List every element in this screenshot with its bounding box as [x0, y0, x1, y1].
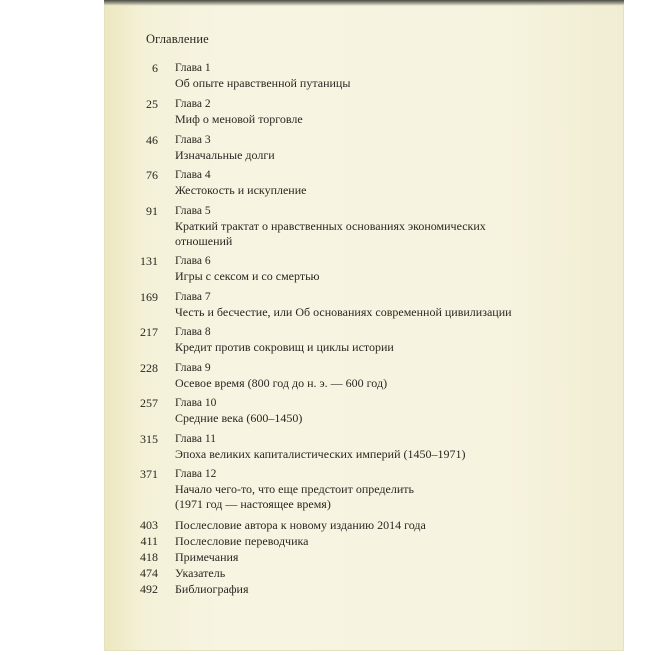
toc-page-number: 228 [140, 361, 158, 375]
toc-chapter-title-continued: отношений [175, 234, 233, 248]
toc-chapter-title: Миф о меновой торговле [175, 112, 303, 126]
toc-chapter-title: Эпоха великих капиталистических империй (1450–1971) [175, 447, 466, 461]
toc-chapter-label: Глава 9 [175, 362, 211, 374]
toc-chapter-label: Глава 8 [175, 326, 211, 338]
toc-section-title: Послесловие переводчика [175, 534, 309, 548]
toc-section-title: Послесловие автора к новому изданию 2014 года [175, 518, 426, 532]
toc-page-number: 371 [140, 467, 158, 481]
toc-chapter-label: Глава 5 [175, 205, 211, 217]
toc-page-number: 217 [140, 325, 158, 339]
toc-page-number: 91 [146, 204, 158, 218]
toc-page-number: 46 [146, 133, 158, 147]
toc-heading: Оглавление [146, 32, 209, 46]
toc-chapter-label: Глава 11 [175, 433, 216, 445]
toc-page-number: 418 [140, 550, 158, 564]
toc-chapter-title: Изначальные долги [175, 148, 275, 162]
toc-page-number: 76 [146, 168, 158, 182]
toc-chapter-title: Кредит против сокровищ и циклы истории [175, 340, 394, 354]
toc-section-title: Библиография [175, 582, 249, 596]
toc-chapter-title: Игры с сексом и со смертью [175, 269, 320, 283]
toc-section-title: Указатель [175, 566, 226, 580]
toc-chapter-title: Средние века (600–1450) [175, 411, 303, 425]
toc-chapter-label: Глава 1 [175, 62, 211, 74]
toc-chapter-title: Жестокость и искупление [175, 183, 307, 197]
toc-page-number: 492 [140, 582, 158, 596]
toc-chapter-label: Глава 2 [175, 98, 211, 110]
toc-chapter-label: Глава 12 [175, 468, 217, 480]
toc-page-number: 474 [140, 566, 158, 580]
toc-page-number: 315 [140, 432, 158, 446]
toc-chapter-title-continued: (1971 год — настоящее время) [175, 497, 331, 511]
toc-page-number: 131 [140, 254, 158, 268]
toc-page-number: 25 [146, 97, 158, 111]
toc-chapter-label: Глава 10 [175, 397, 217, 409]
toc-chapter-title: Честь и бесчестие, или Об основаниях современной цивилизации [175, 305, 512, 319]
toc-chapter-title: Об опыте нравственной путаницы [175, 76, 351, 90]
toc-page-number: 169 [140, 290, 158, 304]
toc-chapter-label: Глава 7 [175, 291, 211, 303]
toc-chapter-title: Краткий трактат о нравственных основаниях экономических [175, 219, 486, 233]
toc-section-title: Примечания [175, 550, 239, 564]
toc-chapter-label: Глава 6 [175, 255, 211, 267]
toc-chapter-title: Осевое время (800 год до н. э. — 600 год) [175, 376, 388, 390]
toc-chapter-label: Глава 4 [175, 169, 211, 181]
toc-chapter-title: Начало чего-то, что еще предстоит определить [175, 482, 414, 496]
toc-page-number: 411 [140, 534, 158, 548]
toc-chapter-label: Глава 3 [175, 134, 211, 146]
toc-page-number: 6 [152, 61, 158, 75]
toc-page-number: 403 [140, 518, 158, 532]
toc-page-number: 257 [140, 396, 158, 410]
